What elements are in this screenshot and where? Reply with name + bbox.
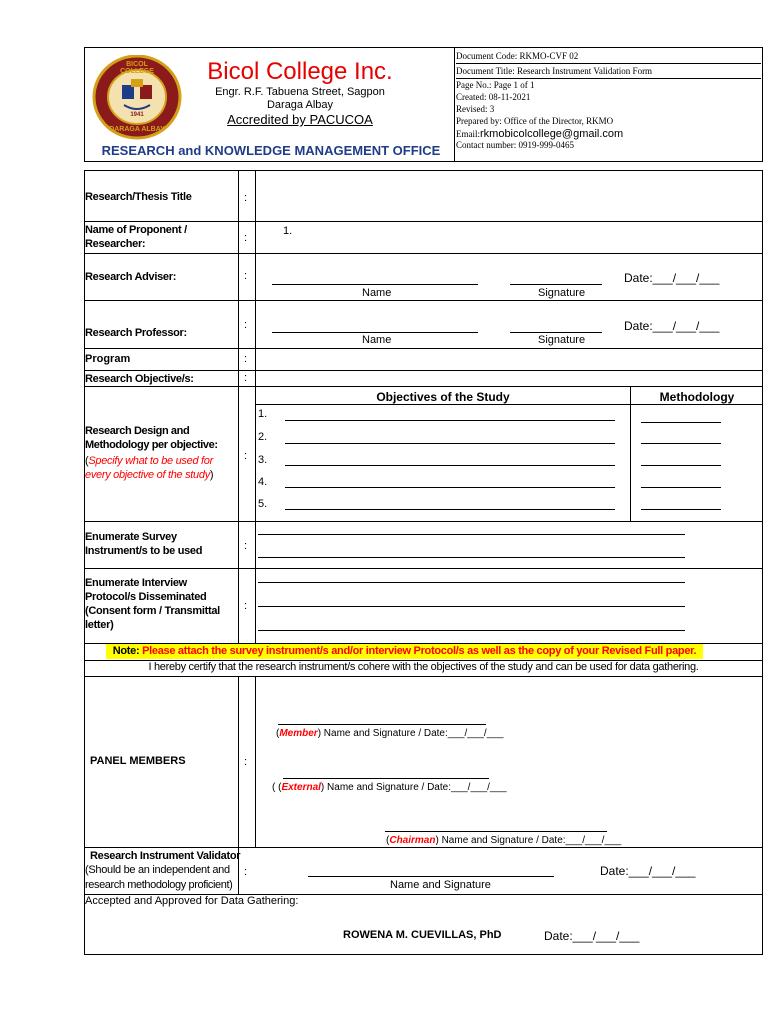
title-label: Research/Thesis Title <box>85 191 192 203</box>
adviser-signature-line[interactable] <box>510 284 602 285</box>
design-note-text: Specify what to be used for every objective of the study <box>85 455 213 481</box>
colon: : <box>244 450 248 462</box>
interview-line[interactable] <box>258 582 685 583</box>
design-label: Research Design and Methodology per objective: <box>85 425 218 451</box>
external-signature-line[interactable] <box>283 778 489 779</box>
objective-line[interactable] <box>285 443 615 444</box>
colon-divider <box>255 676 256 847</box>
external-caption <box>272 782 507 793</box>
objective-number: 1. <box>258 408 268 420</box>
proponent-number: 1. <box>283 225 293 237</box>
note-text: Please attach the survey instrument/s and/or interview Protocol/s as well as the copy of your Revised Full paper. <box>142 645 697 657</box>
director-name: ROWENA M. CUEVILLAS, PhD <box>343 929 502 941</box>
objective-number: 4. <box>258 476 268 488</box>
design-note <box>85 454 237 482</box>
chairman-text: ) Name and Signature / Date:___/___/___ <box>435 835 622 846</box>
objectives-label: Research Objective/s: <box>85 373 194 385</box>
office-name: RESEARCH and KNOWLEDGE MANAGEMENT OFFICE <box>101 143 441 158</box>
header-divider <box>454 47 455 162</box>
objective-line[interactable] <box>285 420 615 421</box>
doc-info-line: Prepared by: Office of the Director, RKMO <box>456 116 614 126</box>
certify-text: I hereby certify that the research instrument/s cohere with the objectives of the study and can be used for data gathering. <box>148 661 699 673</box>
member-text: ) Name and Signature / Date:___/___/___ <box>317 728 504 739</box>
methodology-divider <box>630 386 631 521</box>
college-name: Bicol College Inc. <box>207 58 393 85</box>
external-open: ( ( <box>272 782 282 793</box>
methodology-line[interactable] <box>641 487 721 488</box>
validator-date[interactable]: Date:___/___/___ <box>600 864 696 878</box>
validator-note: (Should be an independent and <box>85 864 230 876</box>
colon: : <box>244 232 248 244</box>
interview-label: Enumerate Interview Protocol/s Disseminated (Consent form / Transmittal letter) <box>85 577 220 631</box>
methodology-line[interactable] <box>641 443 721 444</box>
colon: : <box>244 270 248 282</box>
colon: : <box>244 319 248 331</box>
methodology-line[interactable] <box>641 465 721 466</box>
objectives-header: Objectives of the Study <box>376 390 510 404</box>
contact-line: Contact number: 0919-999-0465 <box>456 140 574 150</box>
professor-signature-caption: Signature <box>538 334 586 346</box>
accepted-text: Accepted and Approved for Data Gathering: <box>85 895 299 907</box>
methodology-line[interactable] <box>641 509 721 510</box>
title-field[interactable] <box>257 172 761 220</box>
objective-line[interactable] <box>285 487 615 488</box>
design-note-close: ) <box>209 469 214 481</box>
adviser-label: Research Adviser: <box>85 271 177 283</box>
note-banner <box>106 644 703 659</box>
member-caption <box>276 728 503 739</box>
chairman-signature-line[interactable] <box>385 831 607 832</box>
adviser-date[interactable]: Date:___/___/___ <box>624 271 720 285</box>
doc-info-line: Created: 08-11-2021 <box>456 92 531 102</box>
college-seal <box>92 55 182 140</box>
objective-number: 3. <box>258 454 268 466</box>
doc-info-line: Document Code: RKMO-CVF 02 <box>456 49 761 64</box>
professor-name-line[interactable] <box>272 332 478 333</box>
chairman-open: ( <box>386 835 390 846</box>
validator-note: research methodology proficient) <box>85 879 233 891</box>
professor-date[interactable]: Date:___/___/___ <box>624 319 720 333</box>
validator-signature-line[interactable] <box>308 876 554 877</box>
external-text: ) Name and Signature / Date:___/___/___ <box>320 782 507 793</box>
program-field[interactable] <box>257 350 761 369</box>
survey-line[interactable] <box>258 534 685 535</box>
survey-line[interactable] <box>258 557 685 558</box>
doc-info-line: Page No.: Page 1 of 1 <box>456 80 535 90</box>
proponent-label: Name of Proponent / Researcher: <box>85 224 187 250</box>
objective-line[interactable] <box>285 465 615 466</box>
member-open: ( <box>276 728 280 739</box>
accreditation: Accredited by PACUCOA <box>227 112 373 127</box>
email-prefix: Email: <box>456 129 480 139</box>
validator-caption: Name and Signature <box>390 879 491 891</box>
email-line <box>456 127 761 140</box>
colon-divider <box>255 170 256 644</box>
member-role: Member <box>279 728 318 739</box>
adviser-name-caption: Name <box>362 287 392 299</box>
colon: : <box>244 600 248 612</box>
label-divider <box>238 170 239 644</box>
survey-label: Enumerate Survey Instrument/s to be used <box>85 531 203 557</box>
member-signature-line[interactable] <box>278 724 486 725</box>
objectives-subheader-rule <box>256 404 763 405</box>
interview-line[interactable] <box>258 606 685 607</box>
colon: : <box>244 372 248 384</box>
program-label: Program <box>85 353 131 365</box>
validator-label: Research Instrument Validator <box>90 850 241 862</box>
objective-number: 5. <box>258 498 268 510</box>
colon: : <box>244 192 248 204</box>
colon: : <box>244 540 248 552</box>
colon: : <box>244 756 248 768</box>
external-role: External <box>281 782 321 793</box>
colon: : <box>244 866 248 878</box>
address-line2: Daraga Albay <box>266 99 334 111</box>
interview-line[interactable] <box>258 630 685 631</box>
doc-info <box>456 49 761 151</box>
methodology-line[interactable] <box>641 422 721 423</box>
seal-bottom-text: DARAGA ALBAY <box>109 126 165 133</box>
address-line1: Engr. R.F. Tabuena Street, Sagpon <box>215 86 385 98</box>
methodology-header: Methodology <box>659 390 735 404</box>
proponent-field[interactable] <box>296 223 761 252</box>
doc-info-line: Document Title: Research Instrument Validation Form <box>456 64 761 79</box>
chairman-role: Chairman <box>389 835 436 846</box>
adviser-signature-caption: Signature <box>538 287 586 299</box>
colon: : <box>244 353 248 365</box>
design-note-open: ( <box>85 455 89 467</box>
seal-year: 1941 <box>130 112 144 118</box>
professor-name-caption: Name <box>362 334 392 346</box>
email-address: rkmobicolcollege@gmail.com <box>480 128 624 140</box>
panel-label: PANEL MEMBERS <box>90 755 186 767</box>
director-date[interactable]: Date:___/___/___ <box>544 929 640 943</box>
adviser-name-line[interactable] <box>272 284 478 285</box>
professor-label: Research Professor: <box>85 327 187 339</box>
professor-signature-line[interactable] <box>510 332 602 333</box>
objective-number: 2. <box>258 431 268 443</box>
objective-line[interactable] <box>285 509 615 510</box>
seal-top-text: BICOL COLLEGE <box>120 61 154 75</box>
doc-info-line: Revised: 3 <box>456 104 495 114</box>
note-prefix: Note: <box>112 645 143 657</box>
objectives-field[interactable] <box>257 371 761 385</box>
chairman-caption <box>386 835 621 846</box>
